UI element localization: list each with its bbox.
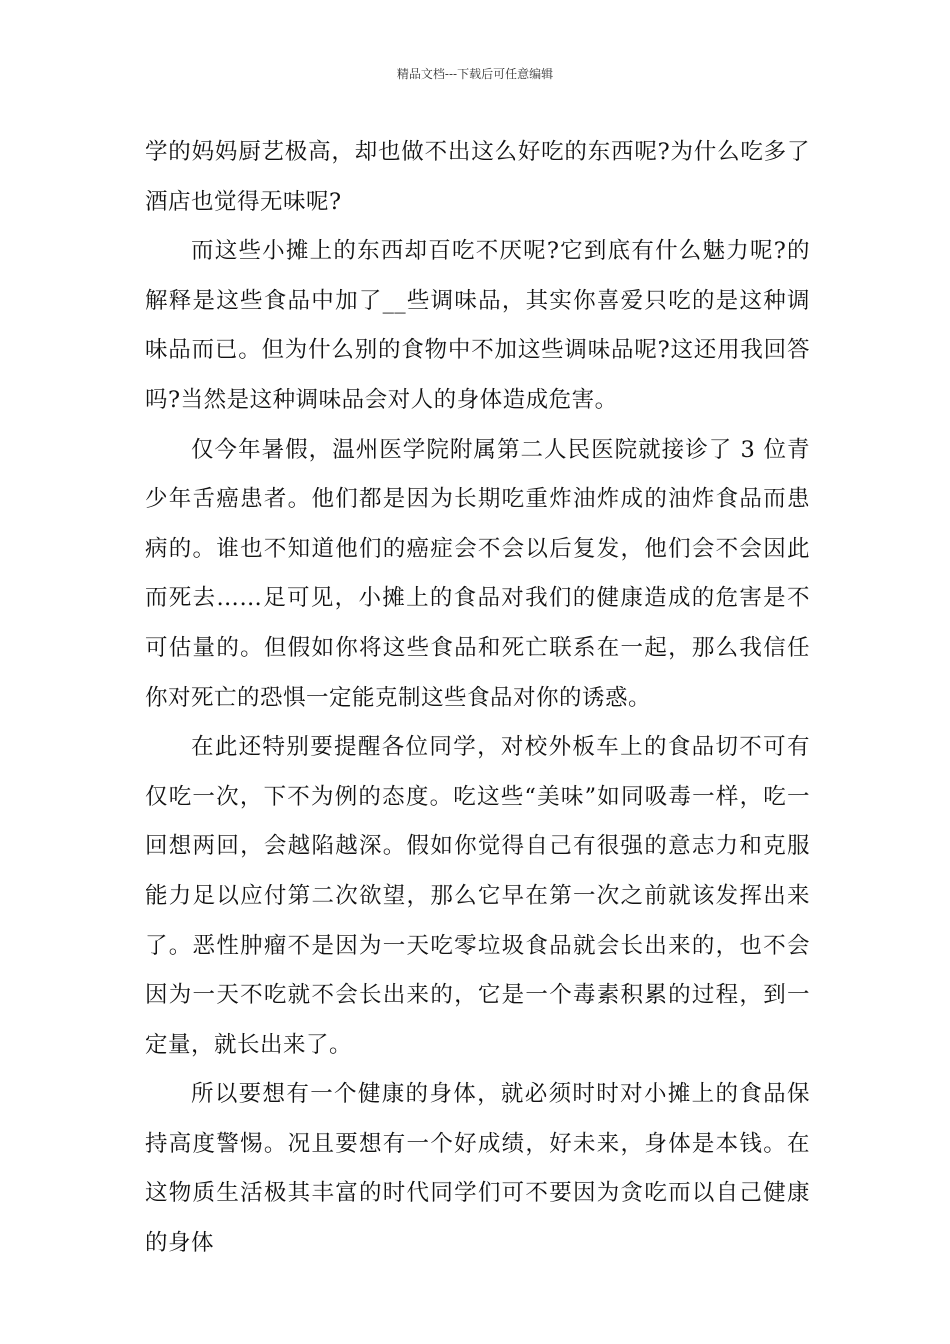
paragraph-1: 学的妈妈厨艺极高，却也做不出这么好吃的东西呢?为什么吃多了酒店也觉得无味呢? <box>145 139 810 215</box>
paragraph-2: 而这些小摊上的东西却百吃不厌呢?它到底有什么魅力呢?的解释是这些食品中加了__些调味品，其实你喜爱只吃的是这种调味品而已。但为什么别的食物中不加这些调味品呢?这还用我回答吗?当然是这种调味品会对人的身体造成危害。 <box>145 238 810 413</box>
page-header: 精品文档---下载后可任意编辑 <box>396 67 554 81</box>
paragraph-3: 仅今年暑假，温州医学院附属第二人民医院就接诊了 3 位青少年舌癌患者。他们都是因为长期吃重炸油炸成的油炸食品而患病的。谁也不知道他们的癌症会不会以后复发，他们会不会因此而死去……足可见，小摊上的食品对我们的健康造成的危害是不可估量的。但假如你将这些食品和死亡联系在一起，那么我信任你对死亡的恐惧一定能克制这些食品对你的诱惑。 <box>145 436 810 711</box>
paragraph-4: 在此还特别要提醒各位同学，对校外板车上的食品切不可有仅吃一次，下不为例的态度。吃这些“美味”如同吸毒一样，吃一回想两回，会越陷越深。假如你觉得自己有很强的意志力和克服能力足以应付第二次欲望，那么它早在第一次之前就该发挥出来了。恶性肿瘤不是因为一天吃零垃圾食品就会长出来的，也不会因为一天不吃就不会长出来的，它是一个毒素积累的过程，到一定量，就长出来了。 <box>145 734 810 1058</box>
paragraph-5: 所以要想有一个健康的身体，就必须时时对小摊上的食品保持高度警惕。况且要想有一个好成绩，好未来，身体是本钱。在这物质生活极其丰富的时代同学们可不要因为贪吃而以自己健康的身体 <box>145 1081 810 1257</box>
document-body <box>145 128 810 1269</box>
